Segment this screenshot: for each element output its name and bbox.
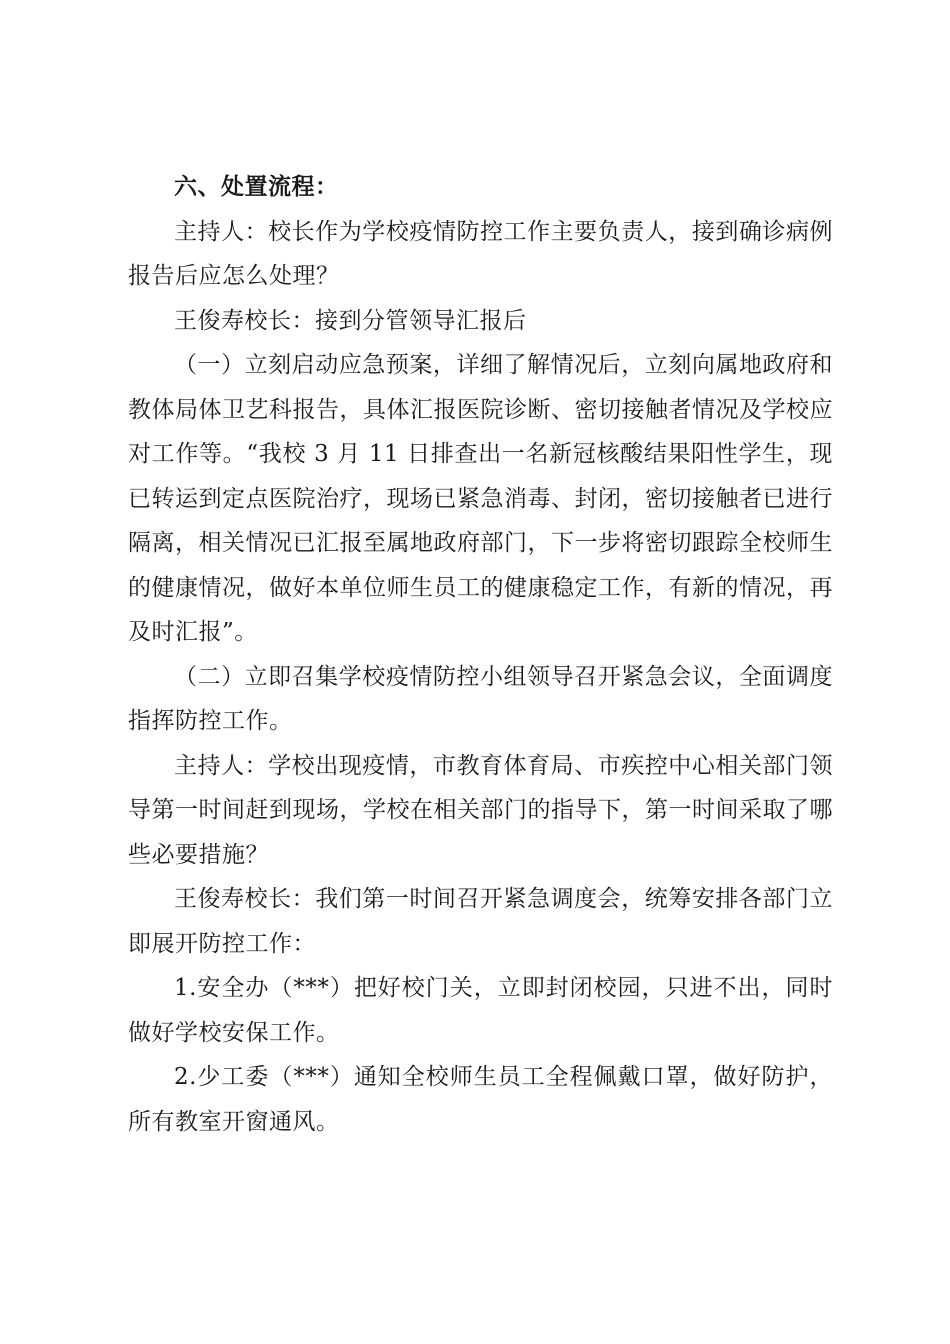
paragraph-measure-1: 1.安全办（***）把好校门关，立即封闭校园，只进不出，同时做好学校安保工作。	[128, 975, 833, 1046]
paragraph-host-question-1: 主持人：校长作为学校疫情防控工作主要负责人，接到确诊病例报告后应怎么处理？	[128, 218, 833, 289]
paragraph-principal-answer-2: 王俊寿校长：我们第一时间召开紧急调度会，统筹安排各部门立即展开防控工作：	[128, 886, 833, 957]
paragraph-principal-answer-1: 王俊寿校长：接到分管领导汇报后	[174, 307, 527, 334]
paragraph-host-question-2: 主持人：学校出现疫情，市教育体育局、市疾控中心相关部门领导第一时间赶到现场，学校在相关部门的指导下，第一时间采取了哪些必要措施？	[128, 752, 833, 868]
document-body	[128, 165, 833, 1144]
paragraph-step-2: （二）立即召集学校疫情防控小组领导召开紧急会议，全面调度指挥防控工作。	[128, 663, 833, 734]
section-heading: 六、处置流程：	[174, 173, 339, 200]
paragraph-measure-2: 2.少工委（***）通知全校师生员工全程佩戴口罩，做好防护，所有教室开窗通风。	[128, 1064, 833, 1135]
paragraph-step-1: （一）立刻启动应急预案，详细了解情况后，立刻向属地政府和教体局体卫艺科报告，具体汇报医院诊断、密切接触者情况及学校应对工作等。“我校 3 月 11 日排查出一名新冠核酸结果阳性学生，现已转运到定点医院治疗，现场已紧急消毒、封闭，密切接触者已进行隔离，相关情况已汇报至属地政府部门，下一步将密切跟踪全校师生的健康情况，做好本单位师生员工的健康稳定工作，有新的情况，再及时汇报”。	[128, 352, 833, 645]
